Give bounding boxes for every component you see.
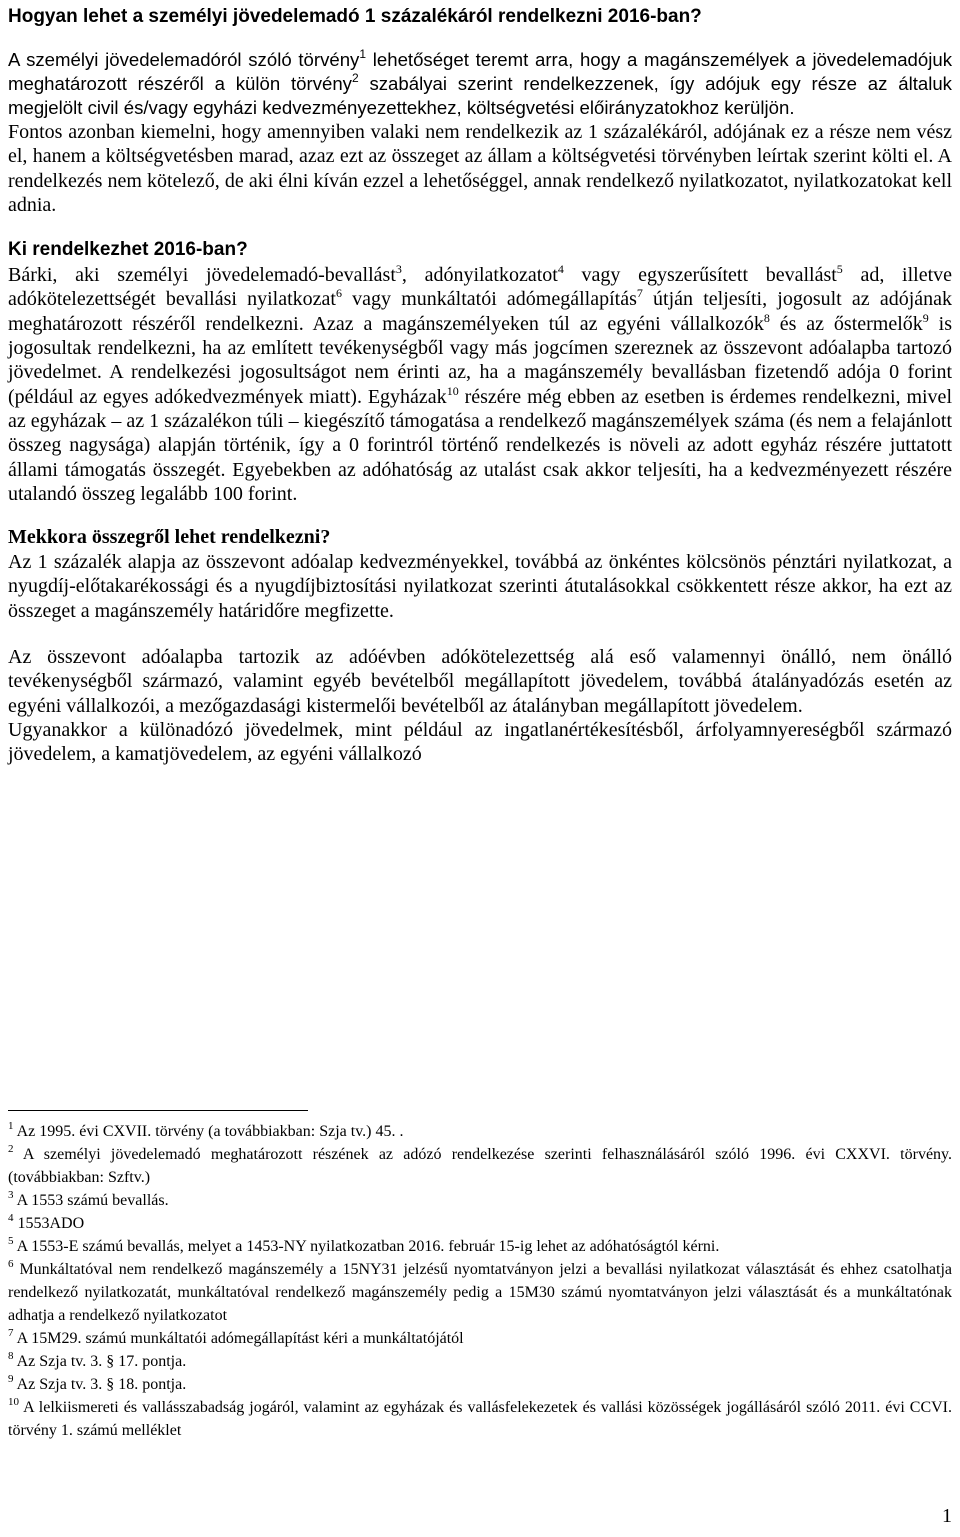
footnote-text: Munkáltatóval nem rendelkező magánszemély a 15NY31 jelzésű nyomtatványon jelzi a bevallási nyilatkozat választását és ehhez csatolhatja rendelkező nyilatkozatát, munkáltatóval rendelkező magánszemély pedig a 15M30 számú nyomtatványon jelzi választását és a munkáltatónak adhatja a rendelkező nyilatkozatot bbox=[8, 1261, 952, 1324]
footnote-text: A lelkiismereti és vallásszabadság jogáról, valamint az egyházak és vallásfelekezetek és vallási közösségek jogállásáról szóló 2011. évi CCVI. törvény 1. számú melléklet bbox=[8, 1399, 952, 1439]
footnote-number: 2 bbox=[8, 1143, 14, 1155]
intro-text-4: Fontos azonban kiemelni, hogy amennyiben valaki nem rendelkezik az 1 százalékáról, adójának ez a része nem vész el, hanem a költségvetésben marad, azaz ezt az összeget az állam a költségvetési törvényben leírtak szerint költi el. A rendelkezés nem kötelező, de aki élni kíván ezzel a lehetőséggel, annak rendelkező nyilatkozatot, nyilatkozatokat kell adnia. bbox=[8, 121, 952, 216]
who-text-7: és az őstermelők bbox=[769, 312, 923, 335]
intro-paragraph bbox=[8, 48, 952, 120]
footnote-text: 1553ADO bbox=[13, 1215, 85, 1232]
footnote-6 bbox=[8, 1258, 952, 1327]
footnote-number: 1 bbox=[8, 1120, 14, 1132]
footnotes bbox=[8, 1120, 952, 1442]
who-text-9: részére még ebben az esetben is érdemes rendelkezni, mivel az egyházak – az 1 százalékon túli – kiegészítő támogatása a rendelkező magánszemélyek száma (és nem a felajánlott összeg nagysága) alapján történik, így a 0 forintról történő rendelkezés is növeli az adott egyház részére juttatott állami támogatás összegét. Egyebekben az adóhatóság az utalást csak akkor teljesíti, ha a kedvezményezett részére utalandó összeg legalább 100 forint. bbox=[8, 385, 952, 505]
footnote-7 bbox=[8, 1327, 952, 1350]
footnote-ref-7[interactable]: 7 bbox=[636, 286, 643, 301]
footnote-number: 10 bbox=[8, 1396, 19, 1408]
footnote-8 bbox=[8, 1350, 952, 1373]
footnote-text: A 1553 számú bevallás. bbox=[13, 1192, 169, 1209]
who-text-6: útján teljesíti, jogosult az adójának meghatározott részéről rendelkezni. Azaz a magánszemélyeken túl az egyéni vállalkozók bbox=[8, 288, 953, 335]
footnote-ref-10[interactable]: 10 bbox=[446, 383, 459, 398]
intro-paragraph-continued bbox=[8, 120, 952, 217]
footnote-number: 8 bbox=[8, 1350, 14, 1362]
footnote-1 bbox=[8, 1120, 952, 1143]
intro-text-2: lehetőséget teremt arra, hogy a magánszemélyek a jövedelemadójuk meghatározott részéről a külön törvény bbox=[8, 49, 952, 94]
footnote-ref-3[interactable]: 3 bbox=[395, 262, 402, 277]
footnote-5 bbox=[8, 1235, 952, 1258]
footnote-text: A 15M29. számú munkáltatói adómegállapítást kéri a munkáltatójától bbox=[13, 1330, 464, 1347]
footnote-10 bbox=[8, 1396, 952, 1442]
footnote-number: 9 bbox=[8, 1373, 14, 1385]
document-page bbox=[8, 0, 952, 767]
who-text-2: , adónyilatkozatot bbox=[401, 264, 558, 287]
amount-paragraph-3: Ugyanakkor a különadózó jövedelmek, mint például az ingatlanértékesítésből, árfolyamnyereségből származó jövedelem, a kamatjövedelem, az egyéni vállalkozó bbox=[8, 718, 952, 766]
footnote-9 bbox=[8, 1373, 952, 1396]
section-heading-amount: Mekkora összegről lehet rendelkezni? bbox=[8, 526, 331, 549]
footnote-text: A 1553-E számú bevallás, melyet a 1453-NY nyilatkozatban 2016. február 15-ig lehet az adóhatóságtól kérni. bbox=[13, 1238, 720, 1255]
amount-paragraph-2: Az összevont adóalapba tartozik az adóévben adókötelezettség alá eső valamennyi önálló, nem önálló tevékenységből származó, valamint egyéb bevételből megállapított jövedelem, továbbá átalányadózás esetén az egyéni vállalkozói, a mezőgazdasági kistermelői bevételből az átalányban megállapított jövedelem. bbox=[8, 646, 952, 717]
footnote-number: 5 bbox=[8, 1235, 14, 1247]
footnote-ref-4[interactable]: 4 bbox=[557, 262, 564, 277]
footnote-number: 3 bbox=[8, 1189, 14, 1201]
footnote-ref-8[interactable]: 8 bbox=[763, 310, 770, 325]
footnote-number: 4 bbox=[8, 1212, 14, 1224]
footnote-text: Az Szja tv. 3. § 17. pontja. bbox=[13, 1353, 187, 1370]
footnote-text: Az Szja tv. 3. § 18. pontja. bbox=[13, 1376, 187, 1393]
section-who-paragraph bbox=[8, 263, 952, 506]
footnote-2 bbox=[8, 1143, 952, 1189]
section-heading-who: Ki rendelkezhet 2016-ban? bbox=[8, 239, 248, 261]
who-text-3: vagy egyszerűsített bevallást bbox=[563, 264, 837, 287]
intro-text-3: szabályai szerint rendelkezzenek, így adójuk egy része az általuk megjelölt civil és/vagy egyházi kedvezményezettekhez, költségvetési előirányzatokhoz kerüljön. bbox=[8, 73, 952, 118]
who-text-8: is jogosultak rendelkezni, ha az említett tevékenységből vagy más jogcímen szereznek az összevont adóalapba tartozó jövedelmet. A rendelkezési jogosultságot nem érinti az, ha a magánszemély bevallásban fizetendő adója 0 forint (például az egyes adókedvezmények miatt). Egyházak bbox=[8, 312, 953, 408]
footnote-ref-6[interactable]: 6 bbox=[336, 286, 342, 301]
footnote-ref-9[interactable]: 9 bbox=[922, 310, 929, 325]
footnote-ref-5[interactable]: 5 bbox=[836, 262, 843, 277]
intro-text-1: A személyi jövedelemadóról szóló törvény bbox=[8, 49, 360, 70]
footnote-separator bbox=[8, 1110, 308, 1111]
page-number: 1 bbox=[942, 1505, 952, 1527]
footnote-number: 6 bbox=[8, 1258, 14, 1270]
who-text-5: vagy munkáltatói adómegállapítás bbox=[342, 288, 637, 311]
footnote-3 bbox=[8, 1189, 952, 1212]
who-text-4: ad, illetve adókötelezettségét bevallási nyilatkozat bbox=[8, 264, 952, 311]
who-text-1: Bárki, aki személyi jövedelemadó-bevallást bbox=[8, 264, 396, 287]
footnote-ref-2[interactable]: 2 bbox=[351, 71, 359, 85]
footnote-ref-1[interactable]: 1 bbox=[359, 47, 367, 61]
page-title: Hogyan lehet a személyi jövedelemadó 1 százalékáról rendelkezni 2016-ban? bbox=[8, 6, 702, 27]
footnote-4 bbox=[8, 1212, 952, 1235]
footnote-text: Az 1995. évi CXVII. törvény (a továbbiakban: Szja tv.) 45. . bbox=[13, 1123, 404, 1140]
amount-paragraph-1: Az 1 százalék alapja az összevont adóalap kedvezményekkel, továbbá az önkéntes kölcsönös pénztári nyilatkozat, a nyugdíj-előtakarékossági és a nyugdíjbiztosítási nyilatkozat szerinti átutalásokkal csökkentett része akkor, ha ezt az összeget a magánszemély határidőre megfizette. bbox=[8, 551, 952, 622]
footnote-number: 7 bbox=[8, 1327, 14, 1339]
footnote-text: A személyi jövedelemadó meghatározott részének az adózó rendelkezése szerinti felhasználásáról szóló 1996. évi CXXVI. törvény. (továbbiakban: Szftv.) bbox=[8, 1146, 952, 1186]
